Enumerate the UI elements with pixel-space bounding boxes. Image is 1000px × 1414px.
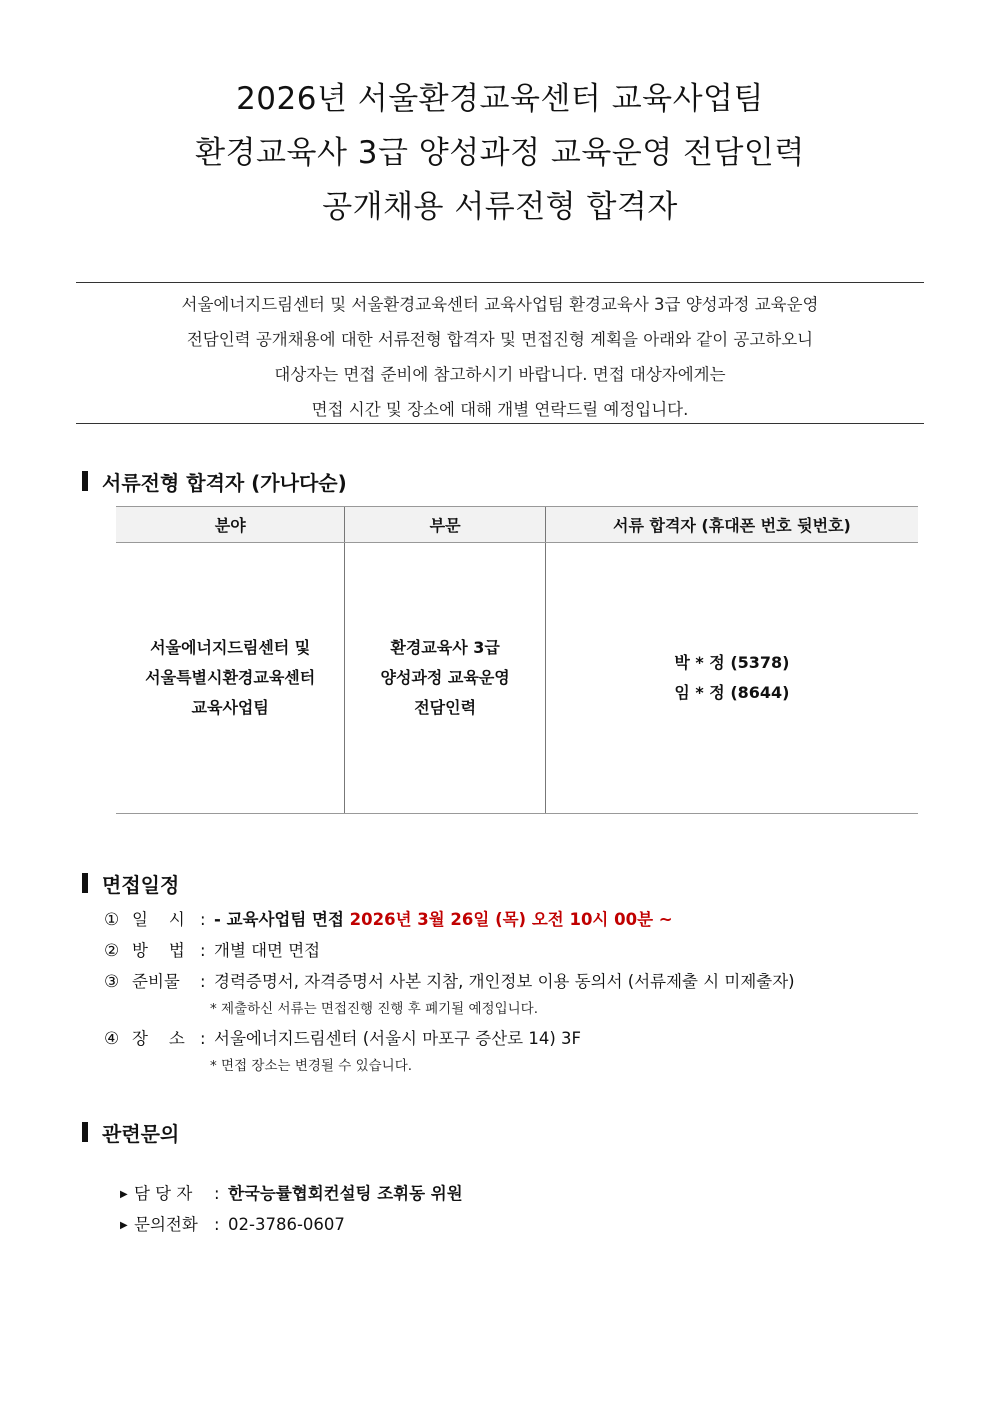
notice-box	[76, 282, 924, 424]
header-field: 분야	[116, 507, 345, 543]
contact-list	[120, 1180, 463, 1242]
phone-value: 02-3786-0607	[228, 1215, 345, 1234]
result-section-heading	[82, 467, 347, 495]
notice-line-3: 대상자는 면접 준비에 참고하시기 바랍니다. 면접 대상자에게는	[274, 365, 726, 384]
schedule-section-heading	[82, 869, 179, 897]
materials-note: * 제출하신 서류는 면접진행 진행 후 폐기될 예정입니다.	[210, 1001, 538, 1017]
item-number: ②	[104, 941, 120, 961]
result-table	[116, 506, 918, 814]
phone-label: 문의전화	[134, 1215, 198, 1234]
item-value: 개별 대면 면접	[214, 941, 321, 960]
item-colon: :	[200, 972, 206, 991]
schedule-item-datetime	[104, 906, 964, 937]
field-line: 서울에너지드림센터 및	[150, 638, 311, 657]
result-heading-text: 서류전형 합격자 (가나다순)	[102, 470, 347, 495]
contact-colon: :	[214, 1184, 220, 1203]
item-label: 장 소	[132, 1029, 185, 1048]
table-header-row	[116, 507, 918, 543]
item-label: 일 시	[132, 910, 185, 929]
heading-bar-icon	[82, 1122, 88, 1142]
header-division: 부문	[345, 507, 545, 543]
interview-team-text: - 교육사업팀 면접	[214, 910, 350, 929]
schedule-item-method	[104, 937, 964, 968]
manager-value: 한국능률협회컨설팅 조휘동 위원	[228, 1184, 463, 1203]
field-cell	[116, 543, 345, 814]
schedule-list	[104, 906, 964, 1082]
location-note: * 면접 장소는 변경될 수 있습니다.	[210, 1058, 413, 1074]
item-value: 경력증명서, 자격증명서 사본 지참, 개인정보 이용 동의서 (서류제출 시 미제출자)	[214, 972, 795, 991]
notice-line-1: 서울에너지드림센터 및 서울환경교육센터 교육사업팀 환경교육사 3급 양성과정 교육운영	[181, 295, 819, 314]
candidates-cell	[545, 543, 918, 814]
candidate-entry: 박 * 정 (5378)	[674, 653, 790, 672]
triangle-bullet-icon: ▶	[120, 1189, 128, 1200]
manager-label: 담 당 자	[134, 1184, 193, 1203]
heading-bar-icon	[82, 873, 88, 893]
triangle-bullet-icon: ▶	[120, 1220, 128, 1231]
header-candidates: 서류 합격자 (휴대폰 번호 뒷번호)	[545, 507, 918, 543]
item-label: 방 법	[132, 941, 185, 960]
item-value	[214, 906, 673, 930]
interview-datetime-text: 2026년 3월 26일 (목) 오전 10시 00분 ~	[349, 910, 673, 929]
item-colon: :	[200, 941, 206, 960]
table-row	[116, 543, 918, 814]
candidate-entry: 임 * 정 (8644)	[674, 683, 790, 702]
contact-phone-row	[120, 1211, 463, 1242]
contact-section-heading	[82, 1118, 179, 1146]
field-line: 교육사업팀	[191, 698, 269, 717]
schedule-heading-text: 면접일정	[102, 872, 180, 897]
division-cell	[345, 543, 545, 814]
division-line: 양성과정 교육운영	[380, 668, 510, 687]
title-line-3: 공개채용 서류전형 합격자	[322, 189, 678, 225]
item-colon: :	[200, 1029, 206, 1048]
item-label: 준비물	[132, 972, 180, 991]
contact-manager-row	[120, 1180, 463, 1211]
item-number: ①	[104, 910, 120, 930]
division-line: 전담인력	[414, 698, 477, 717]
field-line: 서울특별시환경교육센터	[145, 668, 316, 687]
notice-line-2: 전담인력 공개채용에 대한 서류전형 합격자 및 면접진형 계획을 아래와 같이 공고하오니	[186, 330, 814, 349]
notice-line-4: 면접 시간 및 장소에 대해 개별 연락드릴 예정입니다.	[311, 400, 689, 419]
contact-colon: :	[214, 1215, 220, 1234]
schedule-item-materials	[104, 968, 964, 999]
schedule-item-location	[104, 1025, 964, 1056]
item-number: ④	[104, 1029, 120, 1049]
item-number: ③	[104, 972, 120, 992]
title-line-1: 2026년 서울환경교육센터 교육사업팀	[236, 81, 764, 117]
title-line-2: 환경교육사 3급 양성과정 교육운영 전담인력	[195, 135, 805, 171]
item-value: 서울에너지드림센터 (서울시 마포구 증산로 14) 3F	[214, 1029, 581, 1048]
heading-bar-icon	[82, 471, 88, 491]
division-line: 환경교육사 3급	[390, 638, 500, 657]
contact-heading-text: 관련문의	[102, 1121, 180, 1146]
item-colon: :	[200, 910, 206, 929]
document-title	[0, 72, 1000, 234]
